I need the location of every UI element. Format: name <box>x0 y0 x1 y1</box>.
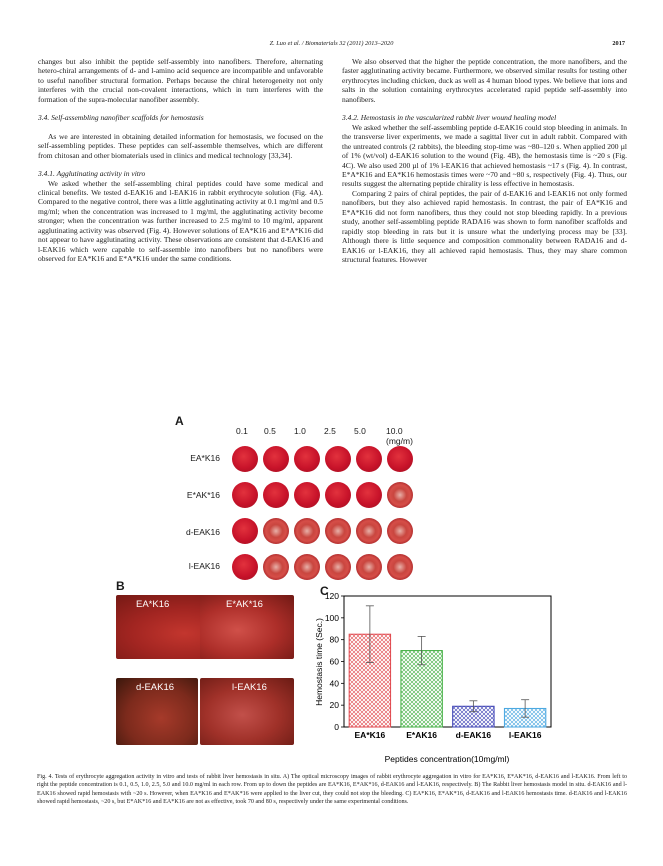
conc-label: 5.0 <box>354 426 366 436</box>
erythrocyte-dish <box>263 554 289 580</box>
erythrocyte-dish <box>387 518 413 544</box>
row-label: l-EAK16 <box>188 561 220 571</box>
paragraph: As we are interested in obtaining detailed information for hemostasis, we focused on the self-assembling peptides. These peptides can self-assemble themselves, which are different from chitosan and other biomaterials used in clinics and medical technology [33,34]. <box>38 131 323 160</box>
erythrocyte-dish <box>325 554 351 580</box>
erythrocyte-dish <box>294 482 320 508</box>
y-tick-label: 20 <box>329 700 339 711</box>
erythrocyte-dish <box>263 518 289 544</box>
x-tick-label: E*AK16 <box>406 730 437 740</box>
photo-label: d-EAK16 <box>136 682 175 693</box>
erythrocyte-dish <box>294 518 320 544</box>
right-column <box>342 57 627 265</box>
paragraph: We asked whether the self-assembling chiral peptides could have some medical and clinical benefits. We tested d-EAK16 and l-EAK16 in rabbit erythrocyte solution (Fig. 4A). Compared to the negative control, there was a little agglutinating activity at 0.1 mg/ml and 0.5 mg/ml; when the concentration was increased to 1 mg/ml, the agglutinating activity become stronger; when the concentration was further increased to 2.5 mg/ml to 10 mg/ml, apparent agglutinating activity was observed (Fig. 4). However solutions of EA*K16 and E*A*K16 did not appear to have agglutinating activity. These observations are consistent that d-EAK16 and l-EAK16 which were capable to self-assemble into nanofibers but no nanofibers were observed for EA*K16 and E*A*K16 under the same conditions. <box>38 178 323 264</box>
erythrocyte-dish <box>232 446 258 472</box>
paragraph: We asked whether the self-assembling peptide d-EAK16 could stop bleeding in animals. In the transverse liver experiments, we made a sagittal liver cut in adult rabbit. Compared with the untreated controls (2 rabbits), the bleeding stop-time was ~80–120 s. When applied 200 µl of 1% (wt/vol) d-EAK16 solution to the wound (Fig. 4B), the hemostasis time is ~20 s (Fig. 4C). We also used 200 µl of 1% l-EAK16 that achieved hemostasis ~17 s (Fig. 4). In contrast, E*A*K16 and EA*K16 hemostasis times were ~70 and ~80 s, respectively (Fig. 4). Thus, our results suggest the alternating peptide chirality is less effective in hemostasis. <box>342 122 627 189</box>
conc-label: 0.5 <box>264 426 276 436</box>
y-tick-label: 100 <box>324 612 339 623</box>
conc-label: 0.1 <box>236 426 248 436</box>
row-label: EA*K16 <box>190 453 220 463</box>
row-label: d-EAK16 <box>185 527 220 537</box>
hemostasis-bar-chart <box>308 586 568 772</box>
x-tick-label: l-EAK16 <box>508 730 542 740</box>
erythrocyte-dish <box>263 482 289 508</box>
erythrocyte-dish <box>232 482 258 508</box>
journal-citation: Z. Luo et al. / Biomaterials 32 (2011) 2013–2020 <box>269 40 394 47</box>
conc-label: 10.0 (mg/m) <box>386 426 413 446</box>
liver-photo <box>200 595 294 659</box>
section-heading: 3.4. Self-assembling nanofiber scaffolds for hemostasis <box>38 113 204 123</box>
erythrocyte-dish <box>325 482 351 508</box>
photo-label: l-EAK16 <box>232 682 267 693</box>
x-tick-label: d-EAK16 <box>455 730 492 740</box>
erythrocyte-dish <box>325 446 351 472</box>
erythrocyte-dish <box>232 554 258 580</box>
paragraph: changes but also inhibit the peptide self-assembly into nanofibers. Therefore, alternating hetero-chiral arrangements of d- and l-amino acid sequence are incompatible and unfavorable to useful nanofiber structural formation. Perhaps because the chiral heterogeneity not only interferes with the crucial non-covalent interactions, which in turn interferes with the formation of the supra-molecular nanofiber assembly. <box>38 57 323 104</box>
erythrocyte-dish <box>263 446 289 472</box>
erythrocyte-dish <box>356 482 382 508</box>
x-axis-label: Peptides concentration(10mg/ml) <box>384 754 510 764</box>
y-tick-label: 60 <box>329 656 339 667</box>
x-tick-label: EA*K16 <box>354 730 386 740</box>
conc-label: 2.5 <box>324 426 336 436</box>
liver-photo <box>116 678 198 745</box>
erythrocyte-dish <box>294 554 320 580</box>
subsection-heading: 3.4.2. Hemostasis in the vascularized rabbit liver wound healing model <box>342 113 557 123</box>
photo-label: E*AK*16 <box>226 599 263 610</box>
left-column <box>38 57 323 264</box>
erythrocyte-dish <box>232 518 258 544</box>
erythrocyte-dish <box>356 446 382 472</box>
panel-a-letter: A <box>175 414 184 428</box>
y-axis-label: Hemostasis time (Sec.) <box>314 618 324 706</box>
erythrocyte-dish <box>325 518 351 544</box>
y-tick-label: 0 <box>334 722 339 732</box>
erythrocyte-dish <box>356 518 382 544</box>
paragraph: We also observed that the higher the peptide concentration, the more nanofibers, and the faster agglutinating activity became. Furthermore, we observed similar results for testing other erythrocytes including chicken, duck as well as 4 human blood types. We believe that ions and salts in the solution containing erythrocytes accelerated rapid peptide self-assembly into nanofibers. <box>342 57 627 104</box>
erythrocyte-dish <box>387 482 413 508</box>
liver-photo <box>200 678 294 745</box>
erythrocyte-dish <box>387 446 413 472</box>
y-tick-label: 80 <box>329 634 339 645</box>
panel-c-letter: C <box>320 584 329 598</box>
figure-caption: Fig. 4. Tests of erythrocyte aggregation activity in vitro and tests of rabbit liver hemostasis in situ. A) The optical microscopy images of rabbit erythrocyte aggregation in vitro for EA*K16, E*AK*16, d-EAK16 and l-EAK16. From left to right the peptide concentration is 0.1, 0.5, 1.0, 2.5, 5.0 and 10.0 mg/ml in each row. From up to down the peptides are EA*K16, E*AK*16, d-EAK16 and l-EAK16, respectively. B) The Rabbit liver hemostasis model in situ. d-EAK16 and l-EAK16 showed rapid hemostasis with ~20 s. However, when EA*K16 and E*AK*16 were applied to the liver cut, they could not stop the bleeding. C) EA*K16, E*AK*16, d-EAK16 and l-EAK16 hemostasis time. d-EAK16 and l-EAK16 showed rapid hemostasis, ~20 s, but E*AK*16 and EA*K16 are not as effective, took 70 and 80 s, respectively under the same experimental conditions. <box>37 774 627 806</box>
erythrocyte-dish <box>356 554 382 580</box>
subsection-heading: 3.4.1. Agglutinating activity in vitro <box>38 169 146 179</box>
y-tick-label: 40 <box>329 678 339 689</box>
erythrocyte-dish <box>387 554 413 580</box>
conc-label: 1.0 <box>294 426 306 436</box>
page-number: 2017 <box>612 40 625 47</box>
y-tick-label: 120 <box>324 591 339 601</box>
panel-b-letter: B <box>116 579 125 593</box>
erythrocyte-dish <box>294 446 320 472</box>
row-label: E*AK*16 <box>186 490 220 500</box>
photo-label: EA*K16 <box>136 599 170 610</box>
paragraph: Comparing 2 pairs of chiral peptides, the pair of d-EAK16 and l-EAK16 not only formed nanofibers, but they also achieved rapid hemostasis. In contrast, the pair of EA*K16 and E*A*K16 did not form nanofibers, thus they could not stop bleeding rapidly. In a previous study, another self-assembling peptide RADA16 was shown to form nanofiber scaffolds and rapidly stop bleeding in rats but it is unsure what the underlying process may be [33]. Although there is little sequence and composition commonality between RADA16 and d-EAK16 or l-EAK16, they all achieved rapid hemostasis. Thus, they may share common structural features. However <box>342 188 627 265</box>
